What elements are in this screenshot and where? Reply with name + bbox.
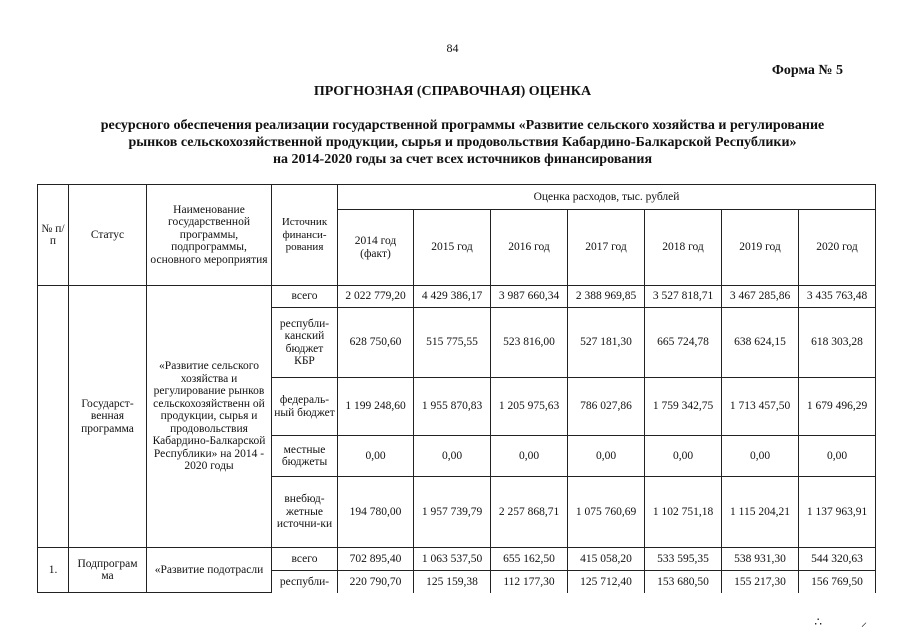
value-cell: 0,00 bbox=[338, 436, 414, 477]
header-status: Статус bbox=[69, 185, 147, 286]
table-row bbox=[38, 286, 876, 308]
header-estimate: Оценка расходов, тыс. рублей bbox=[338, 185, 876, 210]
row-source: внебюд-жетные источни-ки bbox=[272, 477, 338, 548]
value-cell: 638 624,15 bbox=[722, 308, 799, 378]
header-year: 2014 год (факт) bbox=[338, 210, 414, 286]
header-year: 2019 год bbox=[722, 210, 799, 286]
value-cell: 702 895,40 bbox=[338, 548, 414, 571]
value-cell: 1 115 204,21 bbox=[722, 477, 799, 548]
scan-marks: ∴ ⸝ bbox=[814, 615, 885, 629]
row-source: местные бюджеты bbox=[272, 436, 338, 477]
value-cell: 515 775,55 bbox=[414, 308, 491, 378]
value-cell: 2 257 868,71 bbox=[491, 477, 568, 548]
value-cell: 0,00 bbox=[645, 436, 722, 477]
value-cell: 125 159,38 bbox=[414, 571, 491, 593]
value-cell: 3 527 818,71 bbox=[645, 286, 722, 308]
subtitle-line: на 2014-2020 годы за счет всех источников финансирования bbox=[272, 152, 653, 167]
row-status: Подпрограм ма bbox=[69, 548, 147, 593]
document-subtitle bbox=[40, 117, 885, 168]
value-cell: 194 780,00 bbox=[338, 477, 414, 548]
row-num bbox=[38, 286, 69, 548]
value-cell: 153 680,50 bbox=[645, 571, 722, 593]
value-cell: 1 759 342,75 bbox=[645, 378, 722, 436]
value-cell: 1 075 760,69 bbox=[568, 477, 645, 548]
value-cell: 1 957 739,79 bbox=[414, 477, 491, 548]
value-cell: 1 955 870,83 bbox=[414, 378, 491, 436]
row-num: 1. bbox=[38, 548, 69, 593]
value-cell: 527 181,30 bbox=[568, 308, 645, 378]
value-cell: 544 320,63 bbox=[799, 548, 876, 571]
value-cell: 1 199 248,60 bbox=[338, 378, 414, 436]
value-cell: 0,00 bbox=[722, 436, 799, 477]
value-cell: 415 058,20 bbox=[568, 548, 645, 571]
row-source: республи- bbox=[272, 571, 338, 593]
value-cell: 1 137 963,91 bbox=[799, 477, 876, 548]
document-title: ПРОГНОЗНАЯ (СПРАВОЧНАЯ) ОЦЕНКА bbox=[313, 84, 592, 99]
row-source: федераль-ный бюджет bbox=[272, 378, 338, 436]
subtitle-line: ресурсного обеспечения реализации государственной программы «Развитие сельского хозяйства и регулирование bbox=[100, 118, 825, 133]
subtitle-line: рынков сельскохозяйственной продукции, сырья и продовольствия Кабардино-Балкарской Республики» bbox=[128, 135, 797, 150]
value-cell: 220 790,70 bbox=[338, 571, 414, 593]
value-cell: 665 724,78 bbox=[645, 308, 722, 378]
value-cell: 2 022 779,20 bbox=[338, 286, 414, 308]
table-row bbox=[38, 548, 876, 571]
header-name: Наименование государственной программы, подпрограммы, основного мероприятия bbox=[147, 185, 272, 286]
value-cell: 1 713 457,50 bbox=[722, 378, 799, 436]
row-source: всего bbox=[272, 286, 338, 308]
value-cell: 155 217,30 bbox=[722, 571, 799, 593]
value-cell: 0,00 bbox=[414, 436, 491, 477]
value-cell: 3 987 660,34 bbox=[491, 286, 568, 308]
value-cell: 112 177,30 bbox=[491, 571, 568, 593]
value-cell: 2 388 969,85 bbox=[568, 286, 645, 308]
value-cell: 3 435 763,48 bbox=[799, 286, 876, 308]
header-year: 2020 год bbox=[799, 210, 876, 286]
budget-estimate-table bbox=[37, 184, 876, 593]
value-cell: 533 595,35 bbox=[645, 548, 722, 571]
row-source: республи-канский бюджет КБР bbox=[272, 308, 338, 378]
value-cell: 1 205 975,63 bbox=[491, 378, 568, 436]
value-cell: 125 712,40 bbox=[568, 571, 645, 593]
value-cell: 0,00 bbox=[491, 436, 568, 477]
value-cell: 156 769,50 bbox=[799, 571, 876, 593]
form-label: Форма № 5 bbox=[771, 63, 843, 78]
value-cell: 0,00 bbox=[568, 436, 645, 477]
value-cell: 618 303,28 bbox=[799, 308, 876, 378]
value-cell: 3 467 285,86 bbox=[722, 286, 799, 308]
header-source: Источник финанси-рования bbox=[272, 185, 338, 286]
value-cell: 628 750,60 bbox=[338, 308, 414, 378]
value-cell: 1 679 496,29 bbox=[799, 378, 876, 436]
row-name: «Развитие сельского хозяйства и регулирование рынков сельскохозяйственн ой продукции, сырья и продовольствия Кабардино-Балкарской Республики» на 2014 - 2020 годы bbox=[147, 286, 272, 548]
header-year: 2017 год bbox=[568, 210, 645, 286]
value-cell: 523 816,00 bbox=[491, 308, 568, 378]
row-status: Государст-венная программа bbox=[69, 286, 147, 548]
value-cell: 1 063 537,50 bbox=[414, 548, 491, 571]
value-cell: 786 027,86 bbox=[568, 378, 645, 436]
header-year: 2016 год bbox=[491, 210, 568, 286]
header-num: № п/п bbox=[38, 185, 69, 286]
row-name: «Развитие подотрасли bbox=[147, 548, 272, 593]
header-year: 2018 год bbox=[645, 210, 722, 286]
value-cell: 538 931,30 bbox=[722, 548, 799, 571]
page-number: 84 bbox=[446, 41, 459, 55]
value-cell: 0,00 bbox=[799, 436, 876, 477]
value-cell: 655 162,50 bbox=[491, 548, 568, 571]
value-cell: 1 102 751,18 bbox=[645, 477, 722, 548]
row-source: всего bbox=[272, 548, 338, 571]
value-cell: 4 429 386,17 bbox=[414, 286, 491, 308]
header-year: 2015 год bbox=[414, 210, 491, 286]
